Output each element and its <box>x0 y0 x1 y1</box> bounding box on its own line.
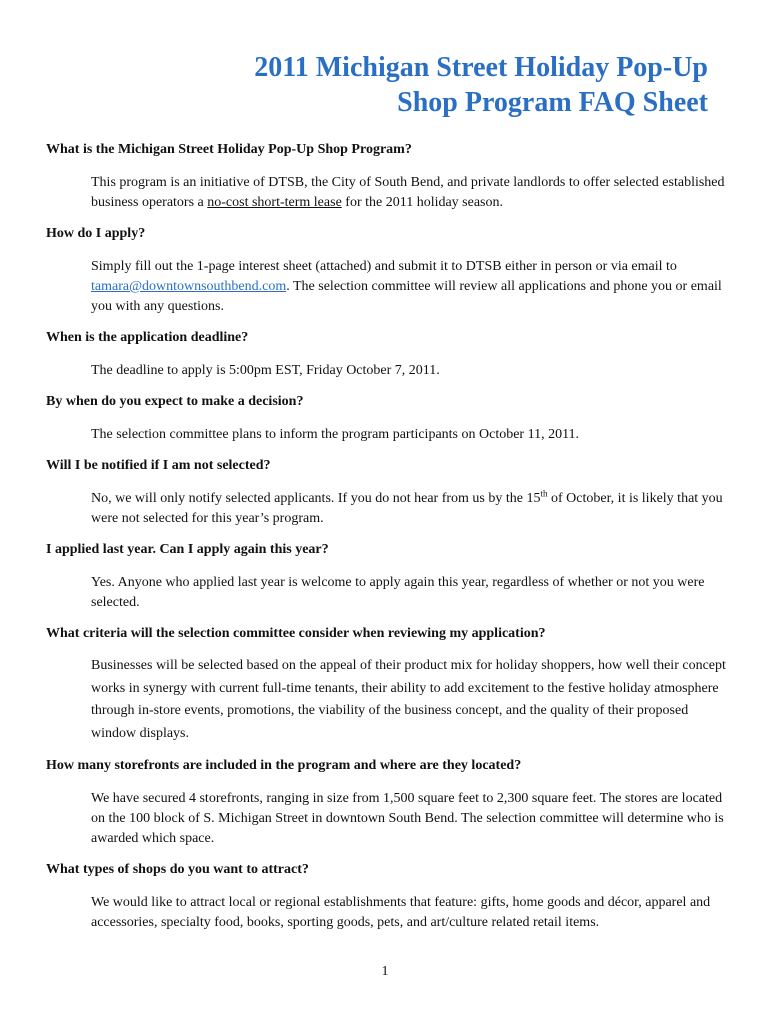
faq-question: Will I be notified if I am not selected? <box>46 458 271 473</box>
faq-question: What types of shops do you want to attract? <box>46 862 309 877</box>
faq-answer: The deadline to apply is 5:00pm EST, Friday October 7, 2011. <box>91 363 440 378</box>
faq-question: How many storefronts are included in the program and where are they located? <box>46 758 522 773</box>
faq-answer: No, we will only notify selected applicants. If you do not hear from us by the 15th of October, it is likely that you were not selected for this year’s program. <box>91 488 723 526</box>
faq-list <box>46 141 732 945</box>
faq-answer: We would like to attract local or regional establishments that feature: gifts, home goods and décor, apparel and accessories, specialty food, books, sporting goods, pets, and art/culture related retail items. <box>91 895 711 930</box>
faq-question: By when do you expect to make a decision? <box>46 394 304 409</box>
page-number: 1 <box>381 964 389 979</box>
faq-question: How do I apply? <box>46 226 146 241</box>
faq-answer: This program is an initiative of DTSB, the City of South Bend, and private landlords to offer selected established business operators a no-cost short-term lease for the 2011 holiday season. <box>91 175 725 210</box>
faq-question: What is the Michigan Street Holiday Pop-Up Shop Program? <box>46 142 412 157</box>
title-line-2: Shop Program FAQ Sheet <box>397 87 708 118</box>
faq-question: What criteria will the selection committee consider when reviewing my application? <box>46 626 546 641</box>
ordinal-superscript: th <box>540 488 548 499</box>
title-line-1: 2011 Michigan Street Holiday Pop-Up <box>254 52 708 83</box>
faq-answer: We have secured 4 storefronts, ranging in size from 1,500 square feet to 2,300 square feet. The stores are located on the 100 block of S. Michigan Street in downtown South Bend. The selection committee will determine who is awarded which space. <box>91 791 724 846</box>
faq-answer: Simply fill out the 1-page interest sheet (attached) and submit it to DTSB either in person or via email to tamara@downtownsouthbend.com. The selection committee will review all applications and phone you or email you with any questions. <box>91 259 722 314</box>
email-link[interactable]: tamara@downtownsouthbend.com <box>91 279 287 294</box>
faq-answer: Yes. Anyone who applied last year is welcome to apply again this year, regardless of whether or not you were selected. <box>91 575 705 610</box>
faq-question: I applied last year. Can I apply again this year? <box>46 542 329 557</box>
faq-answer: The selection committee plans to inform the program participants on October 11, 2011. <box>91 427 580 442</box>
no-cost-lease-underline: no-cost short-term lease <box>207 195 342 210</box>
faq-question: When is the application deadline? <box>46 330 249 345</box>
document-title <box>254 50 708 120</box>
faq-answer: Businesses will be selected based on the appeal of their product mix for holiday shoppers, how well their concept works in synergy with current full-time tenants, their ability to add excitement to the festive holiday atmosphere through in-store events, promotions, the viability of the business concept, and the quality of their proposed window displays. <box>91 658 726 741</box>
